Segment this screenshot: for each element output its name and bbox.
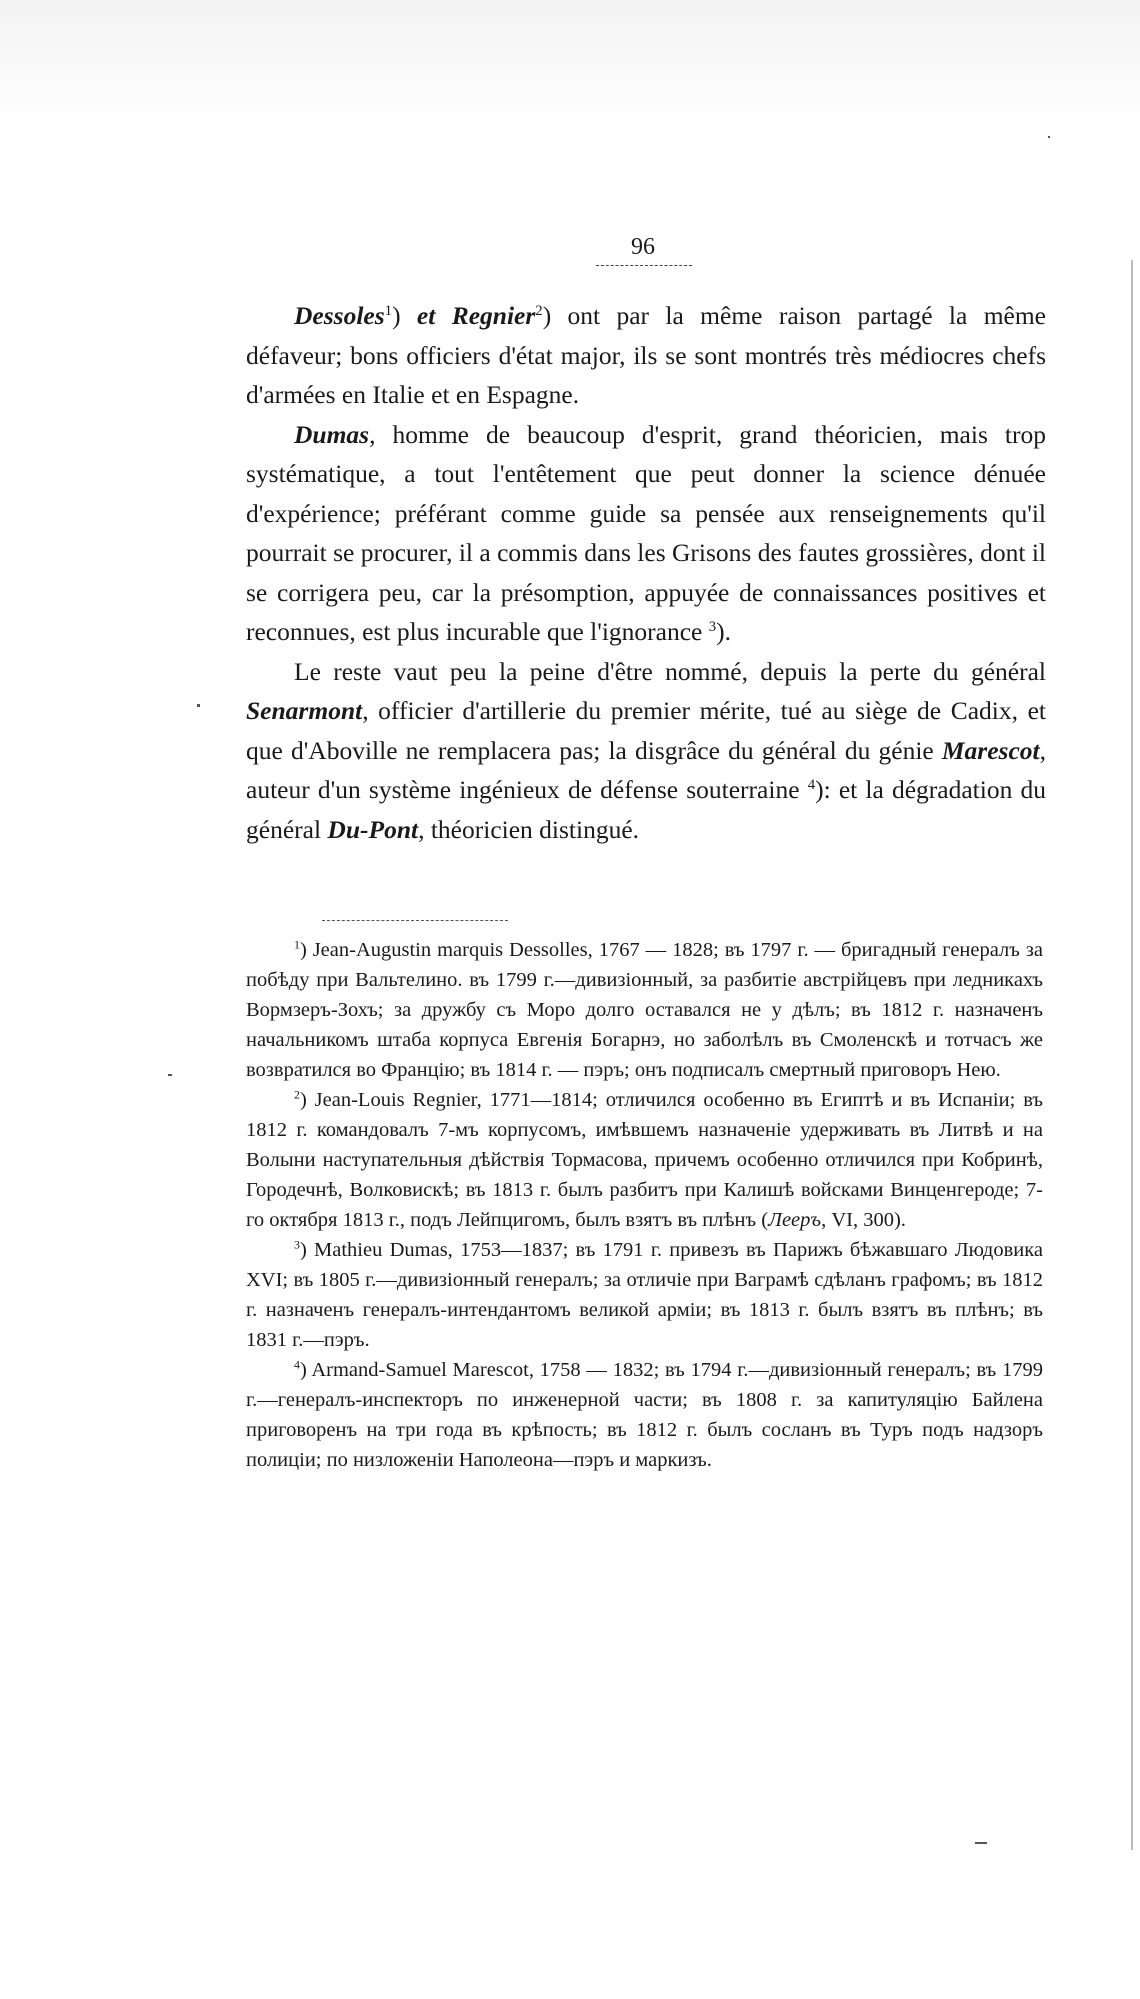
text-run: , théoricien distingué.	[418, 814, 640, 844]
footnote-ref: 1	[384, 302, 393, 319]
text-run: ) ont par la même raison partagé la même défaveur; bons officiers d'état major, ils se sont montrés très médiocres chefs d'armées en Italie et en Espagne.	[246, 301, 1047, 409]
name-senarmont: Senarmont	[246, 696, 363, 725]
footnote-text: ) Mathieu Dumas, 1753—1837; въ 1791 г. привезъ въ Парижъ бѣжавшаго Людовика XVI; въ 1805 г.—дивизіонный генералъ; за отличіе при Ваграмѣ сдѣланъ графомъ; въ 1812 г. назначенъ генералъ-интендантомъ великой арміи; въ 1813 г. былъ взятъ въ плѣнъ; въ 1831 г.—пэръ.	[246, 1239, 1043, 1351]
footnotes	[246, 935, 1043, 1475]
page-edge-line	[1131, 260, 1133, 1850]
scan-speck	[168, 1074, 172, 1076]
paragraph-dessoles-regnier	[246, 296, 1046, 415]
main-text	[246, 296, 1046, 849]
footnote-marker: 1	[294, 937, 300, 952]
footnote-ref: 4	[807, 776, 816, 793]
footnote-marker: 2	[294, 1087, 300, 1102]
name-regnier: Regnier	[451, 301, 536, 330]
footnote-marker: 3	[294, 1237, 300, 1252]
footnote-4	[246, 1355, 1043, 1475]
text-run: , auteur d'un système ingénieux de défense souterraine	[246, 735, 1046, 804]
footnote-text: ) Jean-Augustin marquis Dessolles, 1767 — 1828; въ 1797 г. — бригадный генералъ за побѣду при Вальтелино. въ 1799 г.—дивизіонный, за разбитіе австрійцевъ при ледникахъ Вормзеръ-Зохъ; за дружбу съ Моро долго оставался не у дѣлъ; въ 1812 г. назначенъ начальникомъ штаба корпуса Евгенія Богарнэ, но заболѣлъ въ Смоленскѣ и тотчасъ же возвратился во Францію; въ 1814 г. — пэръ; онъ подписалъ смертный приговоръ Нею.	[246, 939, 1043, 1081]
footnote-marker: 4	[294, 1357, 300, 1372]
name-marescot: Marescot	[941, 735, 1040, 765]
text-run: Le reste vaut peu la peine d'être nommé, depuis la perte du général	[294, 656, 1046, 686]
scan-speck	[197, 704, 200, 707]
paragraph-dumas	[246, 415, 1046, 652]
footnote-separator	[322, 920, 508, 921]
text-run: , homme de beaucoup d'esprit, grand théoricien, mais trop systématique, a tout l'entêtement que peut donner la science dénuée d'expérience; préférant comme guide sa pensée aux renseignements qu'il pourrait se procurer, il a commis dans les Grisons des fautes grossières, dont il se corrigera peu, car la présomption, appuyée de connaissances positives et reconnues, est plus incurable que l'ignorance	[246, 419, 1046, 646]
text-run: ).	[716, 617, 731, 646]
footnote-ref: 2	[535, 302, 543, 319]
conjunction: et	[416, 301, 436, 330]
page-number-rule	[596, 265, 692, 266]
name-dumas: Dumas	[294, 419, 370, 449]
name-du-pont: Du-Pont	[327, 814, 419, 844]
footnote-text: ) Jean-Louis Regnier, 1771—1814; отличился особенно въ Египтѣ и въ Испаніи; въ 1812 г. командовалъ 7-мъ корпусомъ, имѣвшемъ назначеніе удерживать въ Литвѣ и на Волыни наступательныя дѣйствія Тормасова, причемъ особенно отличился при Кобринѣ, Городечнѣ, Волковискѣ; въ 1813 г. былъ разбитъ при Калишѣ войсками Винценгероде; 7-го октября 1813 г., подъ Лейпцигомъ, былъ взятъ въ плѣнъ (	[246, 1089, 1043, 1231]
scan-speck	[1048, 136, 1050, 138]
scan-top-shadow	[0, 0, 1140, 130]
footnote-ref: 3	[708, 618, 717, 635]
citation-name: Лееръ	[768, 1209, 822, 1231]
paragraph-le-reste	[246, 652, 1046, 850]
footnote-2	[246, 1085, 1043, 1235]
text-run: )	[392, 301, 417, 330]
footnote-1	[246, 935, 1043, 1085]
footnote-text: , VI, 300).	[821, 1209, 906, 1231]
text-run: , officier d'artillerie du premier mérite, tué au siège de Cadix, et que d'Aboville ne remplacera pas; la disgrâce du général du génie	[246, 696, 1046, 765]
page-number: 96	[631, 234, 655, 260]
scan-speck	[975, 1842, 987, 1844]
text-run: ): et la dégradation du général	[246, 775, 1047, 844]
footnote-3	[246, 1235, 1043, 1355]
footnote-text: ) Armand-Samuel Marescot, 1758 — 1832; въ 1794 г.—дивизіонный генералъ; въ 1799 г.—генералъ-инспекторъ по инженерной части; въ 1808 г. за капитуляцію Байлена приговоренъ на три года въ крѣпость; въ 1812 г. былъ сосланъ въ Туръ подъ надзоръ полиціи; по низложеніи Наполеона—пэръ и маркизъ.	[246, 1359, 1043, 1471]
name-dessoles: Dessoles	[294, 301, 385, 330]
